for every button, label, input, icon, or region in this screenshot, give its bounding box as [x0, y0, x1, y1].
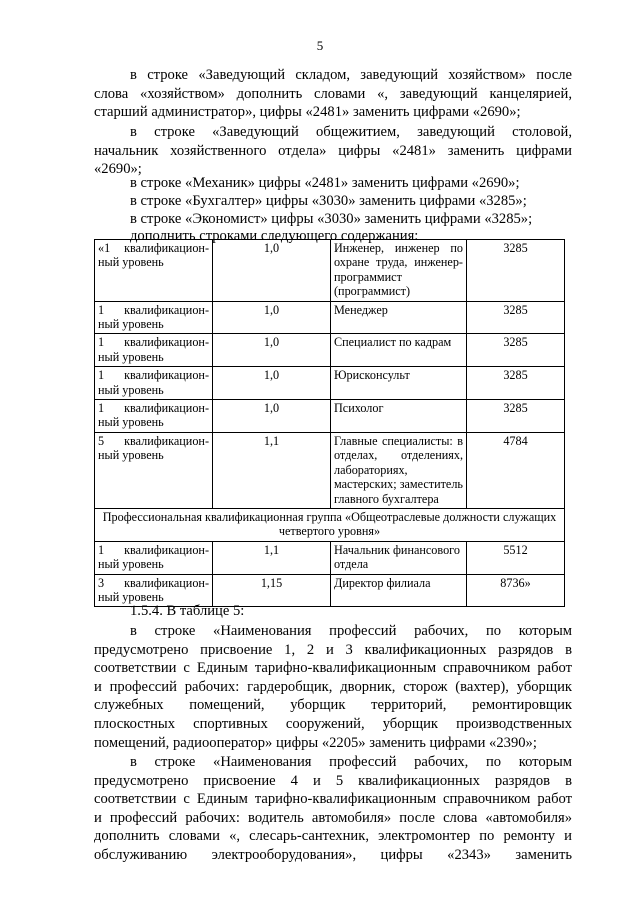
paragraph-dormitory-manager: [94, 123, 572, 179]
positions-cell: Менеджер: [331, 301, 467, 334]
salary-cell: 3285: [467, 301, 565, 334]
positions-cell: Инженер, инженер по охране труда, инженер-программист (программист): [331, 240, 467, 302]
text-line: предусмотрено присвоение 4 и 5 квалификационных разрядов в: [94, 772, 572, 789]
level-cell: «1 квалификацион-ный уровень: [95, 240, 213, 302]
text-line: служебных помещений, уборщик территорий, ремонтировщик: [94, 697, 572, 714]
text-line: в строке «Механик» цифры «2481» заменить цифрами «2690»;: [130, 175, 520, 191]
level-cell: 1 квалификацион-ный уровень: [95, 400, 213, 433]
salary-cell: 4784: [467, 432, 565, 508]
text-line: в строке «Заведующий общежитием, заведующий столовой,: [130, 124, 572, 140]
text-line: в строке «Наименования профессий рабочих, по которым: [130, 754, 572, 770]
paragraph-accountant: [130, 192, 580, 211]
paragraph-worker-grades-4-5: [94, 753, 572, 865]
coefficient-cell: 1,0: [213, 240, 331, 302]
salary-cell: 3285: [467, 334, 565, 367]
text-line: в строке «Экономист» цифры «3030» заменить цифрами «3285»;: [130, 211, 533, 227]
paragraph-worker-grades-1-3: [94, 622, 572, 752]
text-line: старший администратор», цифры «2481» заменить цифрами «2690»;: [94, 104, 521, 121]
positions-cell: Директор филиала: [331, 574, 467, 607]
paragraph-economist: [130, 210, 580, 229]
coefficient-cell: 1,0: [213, 301, 331, 334]
text-line: и профессий рабочих: водитель автомобиля» после слова «автомобиля»: [94, 809, 572, 826]
coefficient-cell: 1,0: [213, 367, 331, 400]
positions-cell: Начальник финансового отдела: [331, 541, 467, 574]
text-line: «2690»;: [94, 161, 142, 178]
text-line: в строке «Наименования профессий рабочих, по которым: [130, 623, 572, 639]
qualification-table: [94, 239, 565, 607]
coefficient-cell: 1,15: [213, 574, 331, 607]
positions-cell: Психолог: [331, 400, 467, 433]
salary-cell: 8736»: [467, 574, 565, 607]
positions-cell: Специалист по кадрам: [331, 334, 467, 367]
paragraph-mechanic: [130, 174, 580, 193]
coefficient-cell: 1,0: [213, 400, 331, 433]
salary-cell: 5512: [467, 541, 565, 574]
group-header-cell: Профессиональная квалификационная группа «Общеотраслевые должности служащих четвертого уровня»: [95, 508, 565, 541]
table-group-row: [95, 508, 565, 541]
level-cell: 1 квалификацион-ный уровень: [95, 334, 213, 367]
salary-cell: 3285: [467, 367, 565, 400]
text-line: слова «хозяйством» дополнить словами «, заведующий канцелярией,: [94, 85, 572, 102]
text-line: в строке «Бухгалтер» цифры «3030» заменить цифрами «3285»;: [130, 193, 527, 209]
coefficient-cell: 1,1: [213, 541, 331, 574]
table-row: [95, 541, 565, 574]
coefficient-cell: 1,0: [213, 334, 331, 367]
level-cell: 1 квалификацион-ный уровень: [95, 541, 213, 574]
text-line: в строке «Заведующий складом, заведующий хозяйством» после: [130, 67, 572, 83]
text-line: плоскостных спортивных сооружений, уборщик производственных: [94, 715, 572, 732]
text-line: соответствии с Единым тарифно-квалификационным справочником работ: [94, 791, 572, 808]
text-line: дополнить словами «, слесарь-сантехник, электромонтер по ремонту и: [94, 828, 572, 845]
salary-cell: 3285: [467, 400, 565, 433]
text-line: соответствии с Единым тарифно-квалификационным справочником работ: [94, 660, 572, 677]
coefficient-cell: 1,1: [213, 432, 331, 508]
table-row: [95, 432, 565, 508]
table-row: [95, 334, 565, 367]
level-cell: 5 квалификацион-ный уровень: [95, 432, 213, 508]
page-number: 5: [316, 38, 324, 53]
section-heading: 1.5.4. В таблице 5:: [130, 603, 245, 619]
level-cell: 1 квалификацион-ный уровень: [95, 367, 213, 400]
level-cell: 1 квалификацион-ный уровень: [95, 301, 213, 334]
table-row: [95, 400, 565, 433]
paragraph-warehouse-manager: [94, 66, 572, 122]
text-line: помещений, радиооператор» цифры «2205» заменить цифрами «2390»;: [94, 734, 537, 751]
positions-cell: Юрисконсульт: [331, 367, 467, 400]
add-rows-heading: дополнить строками следующего содержания:: [130, 228, 419, 244]
text-line: предусмотрено присвоение 1, 2 и 3 квалификационных разрядов в: [94, 641, 572, 658]
text-line: и профессий рабочих: гардеробщик, дворник, сторож (вахтер), уборщик: [94, 678, 572, 695]
table-row: [95, 240, 565, 302]
table-row: [95, 301, 565, 334]
level-cell: 3 квалификацион-ный уровень: [95, 574, 213, 607]
text-line: обслуживанию электрооборудования», цифры «2343» заменить: [94, 846, 572, 863]
text-line: начальник хозяйственного отдела» цифры «2481» заменить цифрами: [94, 142, 572, 159]
salary-cell: 3285: [467, 240, 565, 302]
positions-cell: Главные специалисты: в отделах, отделениях, лабораториях, мастерских; заместитель главного бухгалтера: [331, 432, 467, 508]
table-row: [95, 367, 565, 400]
